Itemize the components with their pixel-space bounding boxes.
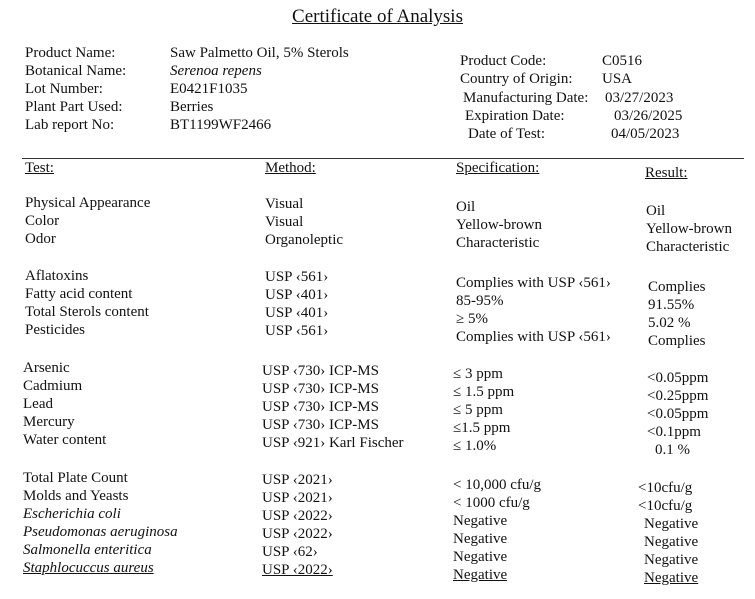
test-result: Oil xyxy=(646,203,666,219)
test-name: Color xyxy=(25,213,60,229)
test-spec: Negative xyxy=(453,513,508,529)
test-spec: ≤ 3 ppm xyxy=(453,366,503,382)
test-method: Visual xyxy=(265,214,304,230)
product-info-left-values xyxy=(170,44,349,134)
botanical-name-value: Serenoa repens xyxy=(170,63,262,79)
group-chemical-tests xyxy=(25,268,149,340)
test-result: <0.05ppm xyxy=(647,370,709,386)
botanical-name-label: Botanical Name: xyxy=(25,63,127,79)
test-method: USP ‹730› ICP-MS xyxy=(262,399,379,415)
test-name: Odor xyxy=(25,231,56,247)
test-method: USP ‹2022› xyxy=(262,562,333,578)
header-result: Result: xyxy=(645,165,688,181)
test-spec: Characteristic xyxy=(456,235,540,251)
group-micro-results xyxy=(638,480,698,588)
test-method: USP ‹730› ICP-MS xyxy=(262,381,379,397)
group-chemical-specs xyxy=(456,275,611,347)
test-result: Complies xyxy=(648,279,706,295)
test-date-label: Date of Test: xyxy=(468,126,545,142)
document-title: Certificate of Analysis xyxy=(292,6,463,27)
test-name: Pseudomonas aeruginosa xyxy=(23,524,178,540)
test-spec: Negative xyxy=(453,549,508,565)
test-name: Physical Appearance xyxy=(25,195,151,211)
test-spec: Negative xyxy=(453,531,508,547)
group-physical-methods xyxy=(265,196,343,250)
test-spec: Negative xyxy=(453,567,508,583)
test-name: Total Plate Count xyxy=(23,470,128,486)
lab-report-label: Lab report No: xyxy=(25,117,115,133)
plant-part-value: Berries xyxy=(170,99,214,115)
group-metals-results xyxy=(647,370,708,460)
group-metals-specs xyxy=(453,366,514,456)
test-result: Complies xyxy=(648,333,706,349)
test-name: Escherichia coli xyxy=(23,506,121,522)
test-method: USP ‹2022› xyxy=(262,508,333,524)
lot-number-value: E0421F1035 xyxy=(170,81,248,97)
test-result: Characteristic xyxy=(646,239,730,255)
header-method: Method: xyxy=(265,160,316,176)
test-spec: Oil xyxy=(456,199,476,215)
test-spec: 85-95% xyxy=(456,293,504,309)
test-name: Pesticides xyxy=(25,322,85,338)
product-code-label: Product Code: xyxy=(460,53,547,69)
expiration-date-value: 03/26/2025 xyxy=(614,108,683,124)
test-spec: ≤ 1.0% xyxy=(453,438,497,454)
test-name: Aflatoxins xyxy=(25,268,89,284)
test-name: Fatty acid content xyxy=(25,286,133,302)
test-method: USP ‹2021› xyxy=(262,472,333,488)
manufacturing-date-label: Manufacturing Date: xyxy=(463,90,589,106)
group-micro-specs xyxy=(453,477,541,585)
header-test: Test: xyxy=(25,160,54,176)
test-name: Lead xyxy=(23,396,53,412)
group-chemical-methods xyxy=(265,269,328,341)
test-result: Negative xyxy=(644,516,699,532)
test-spec: ≤ 5 ppm xyxy=(453,402,503,418)
group-physical-tests xyxy=(25,195,150,249)
test-method: USP ‹730› ICP-MS xyxy=(262,363,379,379)
lab-report-value: BT1199WF2466 xyxy=(170,117,272,133)
test-name: Cadmium xyxy=(23,378,83,394)
test-spec: < 10,000 cfu/g xyxy=(453,477,542,493)
test-result: 91.55% xyxy=(648,297,695,313)
test-result: <0.25ppm xyxy=(647,388,709,404)
product-name-value: Saw Palmetto Oil, 5% Sterols xyxy=(170,45,349,61)
product-info-left-labels xyxy=(25,44,126,134)
test-name: Salmonella enteritica xyxy=(23,542,152,558)
product-code-value: C0516 xyxy=(602,53,643,69)
test-result: Negative xyxy=(644,534,699,550)
test-method: USP ‹2021› xyxy=(262,490,333,506)
lot-number-label: Lot Number: xyxy=(25,81,103,97)
test-result: 5.02 % xyxy=(648,315,691,331)
group-metals-methods xyxy=(262,363,404,453)
product-name-label: Product Name: xyxy=(25,45,116,61)
group-metals-tests xyxy=(23,360,106,450)
test-result: Negative xyxy=(644,552,699,568)
test-spec: Yellow-brown xyxy=(456,217,542,233)
test-date-value: 04/05/2023 xyxy=(611,126,680,142)
header-specification: Specification: xyxy=(456,160,540,176)
test-result: <10cfu/g xyxy=(638,498,693,514)
test-method: USP ‹561› xyxy=(265,323,329,339)
expiration-date-label: Expiration Date: xyxy=(465,108,565,124)
group-chemical-results xyxy=(648,279,706,351)
test-spec: Complies with USP ‹561› xyxy=(456,275,611,291)
test-result: Negative xyxy=(644,570,699,586)
test-spec: ≥ 5% xyxy=(456,311,488,327)
test-method: USP ‹730› ICP-MS xyxy=(262,417,379,433)
test-method: Organoleptic xyxy=(265,232,344,248)
test-name: Total Sterols content xyxy=(25,304,149,320)
test-result: 0.1 % xyxy=(655,442,690,458)
test-result: Yellow-brown xyxy=(646,221,732,237)
test-method: USP ‹62› xyxy=(262,544,318,560)
group-physical-results xyxy=(646,203,732,257)
manufacturing-date-value: 03/27/2023 xyxy=(605,90,674,106)
group-micro-methods xyxy=(262,472,333,580)
test-method: USP ‹561› xyxy=(265,269,329,285)
test-name: Staphlocuccus aureus xyxy=(23,560,154,576)
plant-part-label: Plant Part Used: xyxy=(25,99,123,115)
test-result: <10cfu/g xyxy=(638,480,693,496)
test-name: Mercury xyxy=(23,414,75,430)
test-method: USP ‹401› xyxy=(265,305,329,321)
test-result: <0.05ppm xyxy=(647,406,709,422)
test-spec: ≤ 1.5 ppm xyxy=(453,384,515,400)
header-divider xyxy=(22,158,744,159)
test-spec: Complies with USP ‹561› xyxy=(456,329,611,345)
group-micro-tests xyxy=(23,470,178,578)
test-method: USP ‹401› xyxy=(265,287,329,303)
test-spec: < 1000 cfu/g xyxy=(453,495,530,511)
test-method: Visual xyxy=(265,196,304,212)
test-method: USP ‹921› Karl Fischer xyxy=(262,435,404,451)
test-method: USP ‹2022› xyxy=(262,526,333,542)
test-name: Arsenic xyxy=(23,360,70,376)
test-name: Molds and Yeasts xyxy=(23,488,129,504)
test-name: Water content xyxy=(23,432,107,448)
country-label: Country of Origin: xyxy=(460,71,573,87)
country-value: USA xyxy=(602,71,633,87)
test-result: <0.1ppm xyxy=(647,424,701,440)
group-physical-specs xyxy=(456,199,542,253)
test-spec: ≤1.5 ppm xyxy=(453,420,511,436)
